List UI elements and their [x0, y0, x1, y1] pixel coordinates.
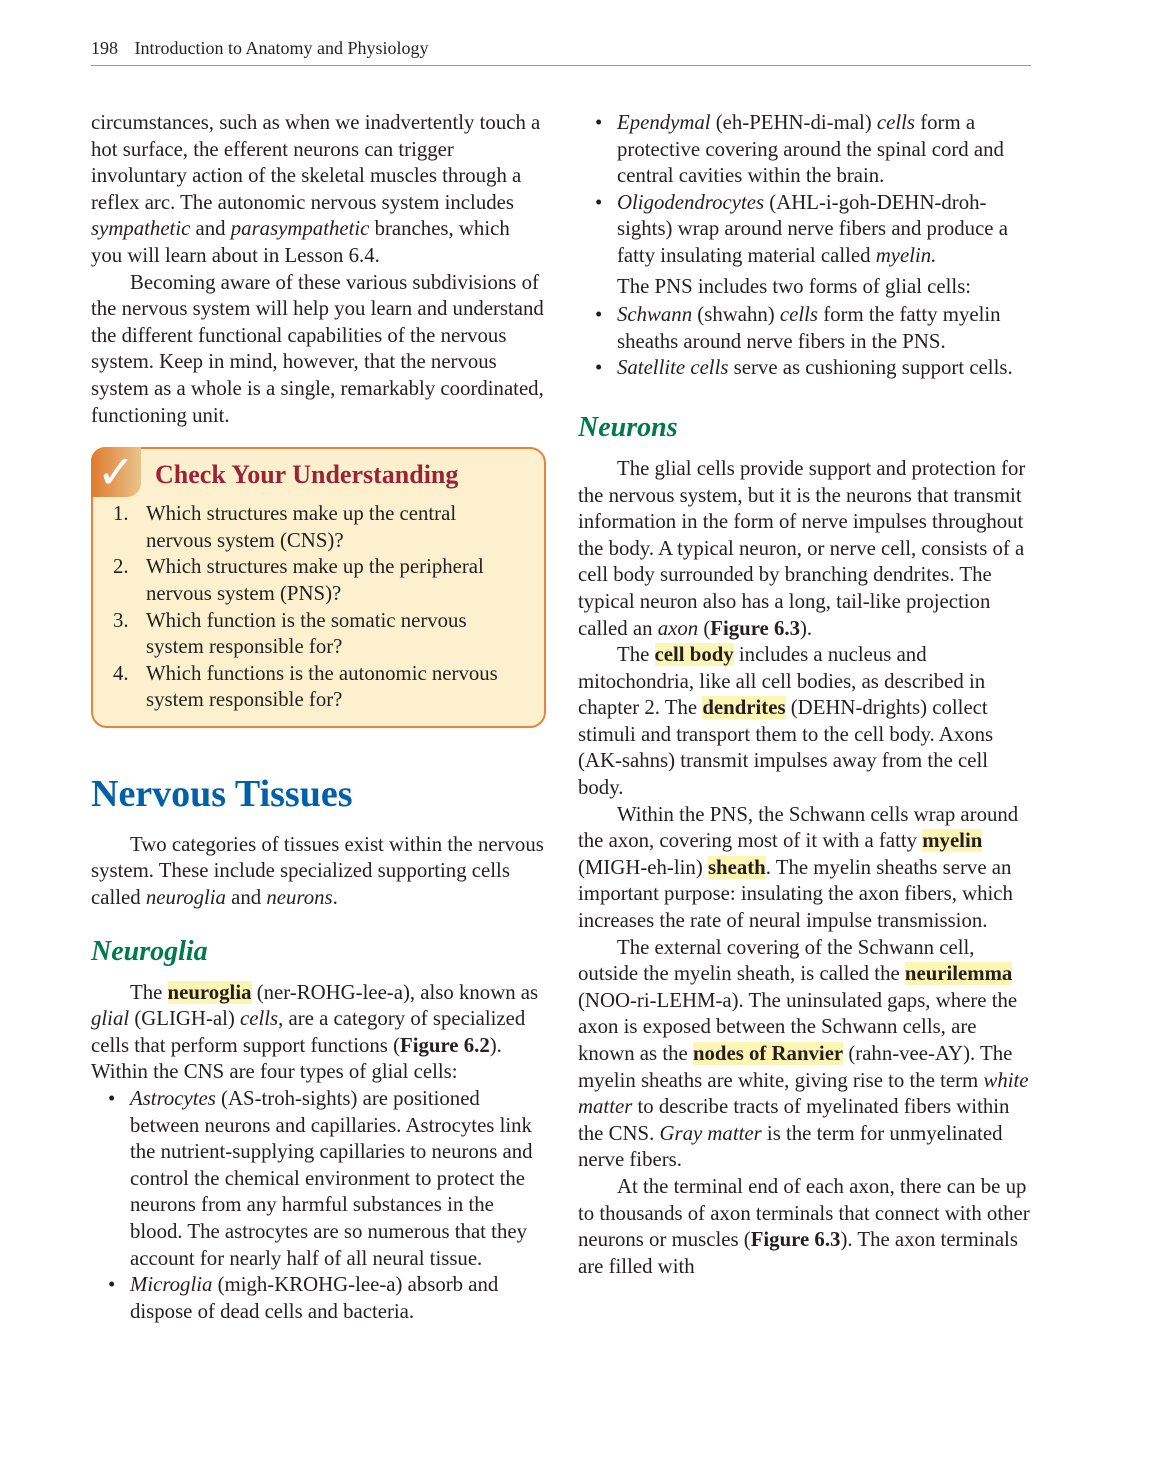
text-run: ).	[799, 616, 813, 640]
list-item	[108, 1086, 546, 1272]
text-run: Becoming aware of these various subdivisions of the nervous system will help you learn and understand the different functional capabilities of the nervous system. Keep in mind, however, that the nervous system as a whole is a single, remarkably coordinated, functioning unit.	[91, 270, 544, 427]
text-run: (	[698, 616, 711, 640]
left-column	[91, 110, 546, 1325]
list-item-text	[617, 356, 1013, 379]
italic-term: cells	[240, 1007, 279, 1031]
text-run: ). Within the CNS are four types of glial cells:	[91, 1033, 502, 1084]
text-run: and	[225, 886, 267, 910]
italic-term: neurons	[266, 886, 333, 910]
italic-term: axon	[657, 616, 699, 640]
key-term: dendrites	[702, 696, 786, 720]
list-item	[595, 110, 1033, 190]
list-item-text	[617, 111, 1004, 187]
text-run: , are a category of specialized cells that perform support functions (	[91, 1007, 526, 1057]
paragraph	[578, 274, 1033, 301]
question-text: Which structures make up the peripheral nervous system (PNS)?	[146, 555, 484, 605]
question-item	[113, 554, 526, 607]
text-run: (AS-troh-sights) are positioned between neurons and capillaries. Astrocytes link the nutrient-supplying capillaries to neurons and control the chemical environment to protect the neurons from any harmful substances in the blood. The astrocytes are so numerous that they account for nearly half of all neural tissue.	[130, 1087, 533, 1270]
bullet-list	[578, 110, 1033, 270]
checkmark-icon	[91, 445, 141, 500]
italic-term: Oligodendrocytes	[617, 190, 765, 214]
paragraph	[578, 935, 1033, 1174]
key-term: myelin	[922, 829, 983, 853]
running-header	[91, 38, 1031, 66]
italic-term: Satellite cells	[617, 356, 729, 380]
text-run: (NOO-ri-LEHM-a). The uninsulated gaps, where the axon is exposed between the Schwann cells, are known as the	[578, 988, 1018, 1065]
text-run: (ner-ROHG-lee-a), also known as	[251, 980, 539, 1004]
question-list	[113, 501, 526, 714]
question-text: Which structures make up the central nervous system (CNS)?	[146, 502, 457, 552]
text-run: .	[332, 886, 338, 910]
list-item-text	[617, 191, 1008, 267]
text-run: The	[617, 643, 655, 667]
list-item-text	[130, 1087, 533, 1270]
list-item	[595, 355, 1033, 382]
text-run: (rahn-vee-AY). The myelin sheaths are white, giving rise to the term	[578, 1042, 1013, 1092]
list-item-text	[617, 303, 1001, 353]
text-run: (eh-PEHN-di-mal)	[710, 111, 877, 134]
list-item	[595, 190, 1033, 270]
text-run: (GLIGH-al)	[129, 1007, 241, 1031]
bullet-icon: •	[595, 111, 603, 134]
key-term: neuroglia	[167, 980, 252, 1004]
question-number: 3.	[113, 608, 129, 632]
figure-reference: Figure 6.3	[710, 616, 800, 640]
italic-term: white matter	[578, 1068, 1029, 1119]
text-run: . The myelin sheaths serve an important purpose: insulating the axon fibers, which increases the rate of neural impulse transmission.	[578, 855, 1013, 933]
text-run: and	[190, 217, 231, 241]
list-item-text	[130, 1273, 498, 1323]
bullet-icon: •	[595, 190, 603, 214]
text-run: branches, which you will learn about in Lesson 6.4.	[91, 217, 510, 267]
italic-term: Ependymal	[617, 111, 711, 134]
text-run: The PNS includes two forms of glial cells:	[617, 274, 972, 298]
italic-term: Astrocytes	[130, 1087, 216, 1111]
paragraph	[91, 110, 546, 270]
question-text: Which functions is the autonomic nervous system responsible for?	[146, 661, 498, 712]
italic-term: sympathetic	[91, 217, 191, 241]
text-run: form the fatty myelin sheaths around nerve fibers in the PNS.	[617, 303, 1001, 353]
text-run: (AHL-i-goh-DEHN-droh-sights) wrap around nerve fibers and produce a fatty insulating material called	[617, 190, 1008, 267]
text-run: includes a nucleus and mitochondria, like all cell bodies, as described in chapter 2. The	[578, 643, 986, 720]
subsection-heading: Neuroglia	[91, 935, 208, 967]
text-run: Within the PNS, the Schwann cells wrap around the axon, covering most of it with a fatty	[578, 802, 1019, 853]
right-column	[578, 110, 1033, 1280]
list-item	[108, 1272, 546, 1325]
bullet-list	[91, 1086, 546, 1325]
figure-reference: Figure 6.2	[400, 1033, 490, 1057]
key-term: cell body	[654, 643, 734, 667]
question-item	[113, 608, 526, 661]
question-number: 2.	[113, 555, 129, 579]
italic-term: neuroglia	[145, 886, 226, 910]
question-item	[113, 501, 526, 554]
italic-term: Microglia	[130, 1273, 213, 1297]
italic-term: Gray matter	[659, 1121, 762, 1145]
bullet-icon: •	[595, 303, 603, 327]
paragraph	[578, 802, 1033, 935]
page-number: 198	[91, 38, 118, 58]
text-run: is the term for unmyelinated nerve fibers.	[578, 1121, 1003, 1172]
italic-term: cells	[876, 111, 916, 134]
text-run: Two categories of tissues exist within the nervous system. These include specialized supporting cells called	[91, 832, 544, 910]
list-item	[595, 302, 1033, 355]
key-term: neurilemma	[904, 962, 1013, 986]
figure-reference: Figure 6.3	[750, 1228, 841, 1252]
italic-term: cells	[779, 303, 819, 327]
text-run: form a protective covering around the spinal cord and central cavities within the brain.	[617, 111, 1004, 188]
section-heading: Nervous Tissues	[91, 772, 353, 815]
paragraph	[91, 980, 546, 1086]
subsection-heading: Neurons	[578, 411, 678, 443]
paragraph	[578, 1174, 1033, 1280]
text-run: (MIGH-eh-lin)	[578, 855, 708, 879]
question-text: Which function is the somatic nervous system responsible for?	[146, 608, 467, 659]
bullet-list	[578, 302, 1033, 382]
running-title: Introduction to Anatomy and Physiology	[134, 38, 429, 58]
italic-term: Schwann	[617, 303, 693, 327]
paragraph	[578, 456, 1033, 642]
question-number: 4.	[113, 661, 129, 685]
paragraph	[578, 642, 1033, 802]
box-title: Check Your Understanding	[155, 460, 459, 490]
italic-term: myelin.	[875, 243, 937, 267]
key-term: nodes of Ranvier	[692, 1042, 844, 1065]
text-run: ). The axon terminals are filled with	[578, 1228, 1018, 1278]
question-item	[113, 661, 526, 714]
text-run: The	[130, 980, 168, 1004]
checkmark-glyph: ✓	[96, 445, 136, 500]
text-run: (migh-KROHG-lee-a) absorb and dispose of dead cells and bacteria.	[130, 1273, 499, 1323]
bullet-icon: •	[108, 1273, 116, 1297]
text-run: At the terminal end of each axon, there can be up to thousands of axon terminals that connect with other neurons or muscles (	[578, 1174, 1030, 1252]
key-term: sheath	[707, 855, 766, 879]
question-number: 1.	[113, 502, 129, 526]
text-run: circumstances, such as when we inadvertently touch a hot surface, the efferent neurons can trigger involuntary action of the skeletal muscles through a reflex arc. The autonomic nervous system includes	[91, 111, 541, 214]
text-run: The glial cells provide support and protection for the nervous system, but it is the neurons that transmit information in the form of nerve impulses throughout the body. A typical neuron, or nerve cell, consists of a cell body surrounded by branching dendrites. The typical neuron also has a long, tail-like projection called an	[578, 456, 1026, 640]
bullet-icon: •	[108, 1087, 116, 1111]
paragraph	[91, 832, 546, 912]
text-run: (shwahn)	[692, 303, 780, 327]
text-run: serve as cushioning support cells.	[728, 356, 1013, 380]
italic-term: glial	[91, 1007, 130, 1031]
text-run: The external covering of the Schwann cell, outside the myelin sheath, is called the	[578, 935, 975, 986]
italic-term: parasympathetic	[230, 217, 370, 241]
text-run: to describe tracts of myelinated fibers within the CNS.	[578, 1095, 1010, 1145]
check-your-understanding-box	[91, 447, 546, 728]
text-run: (DEHN-drights) collect stimuli and transport them to the cell body. Axons (AK-sahns) transmit impulses away from the cell body.	[578, 696, 994, 800]
paragraph	[91, 270, 546, 430]
bullet-icon: •	[595, 356, 603, 380]
